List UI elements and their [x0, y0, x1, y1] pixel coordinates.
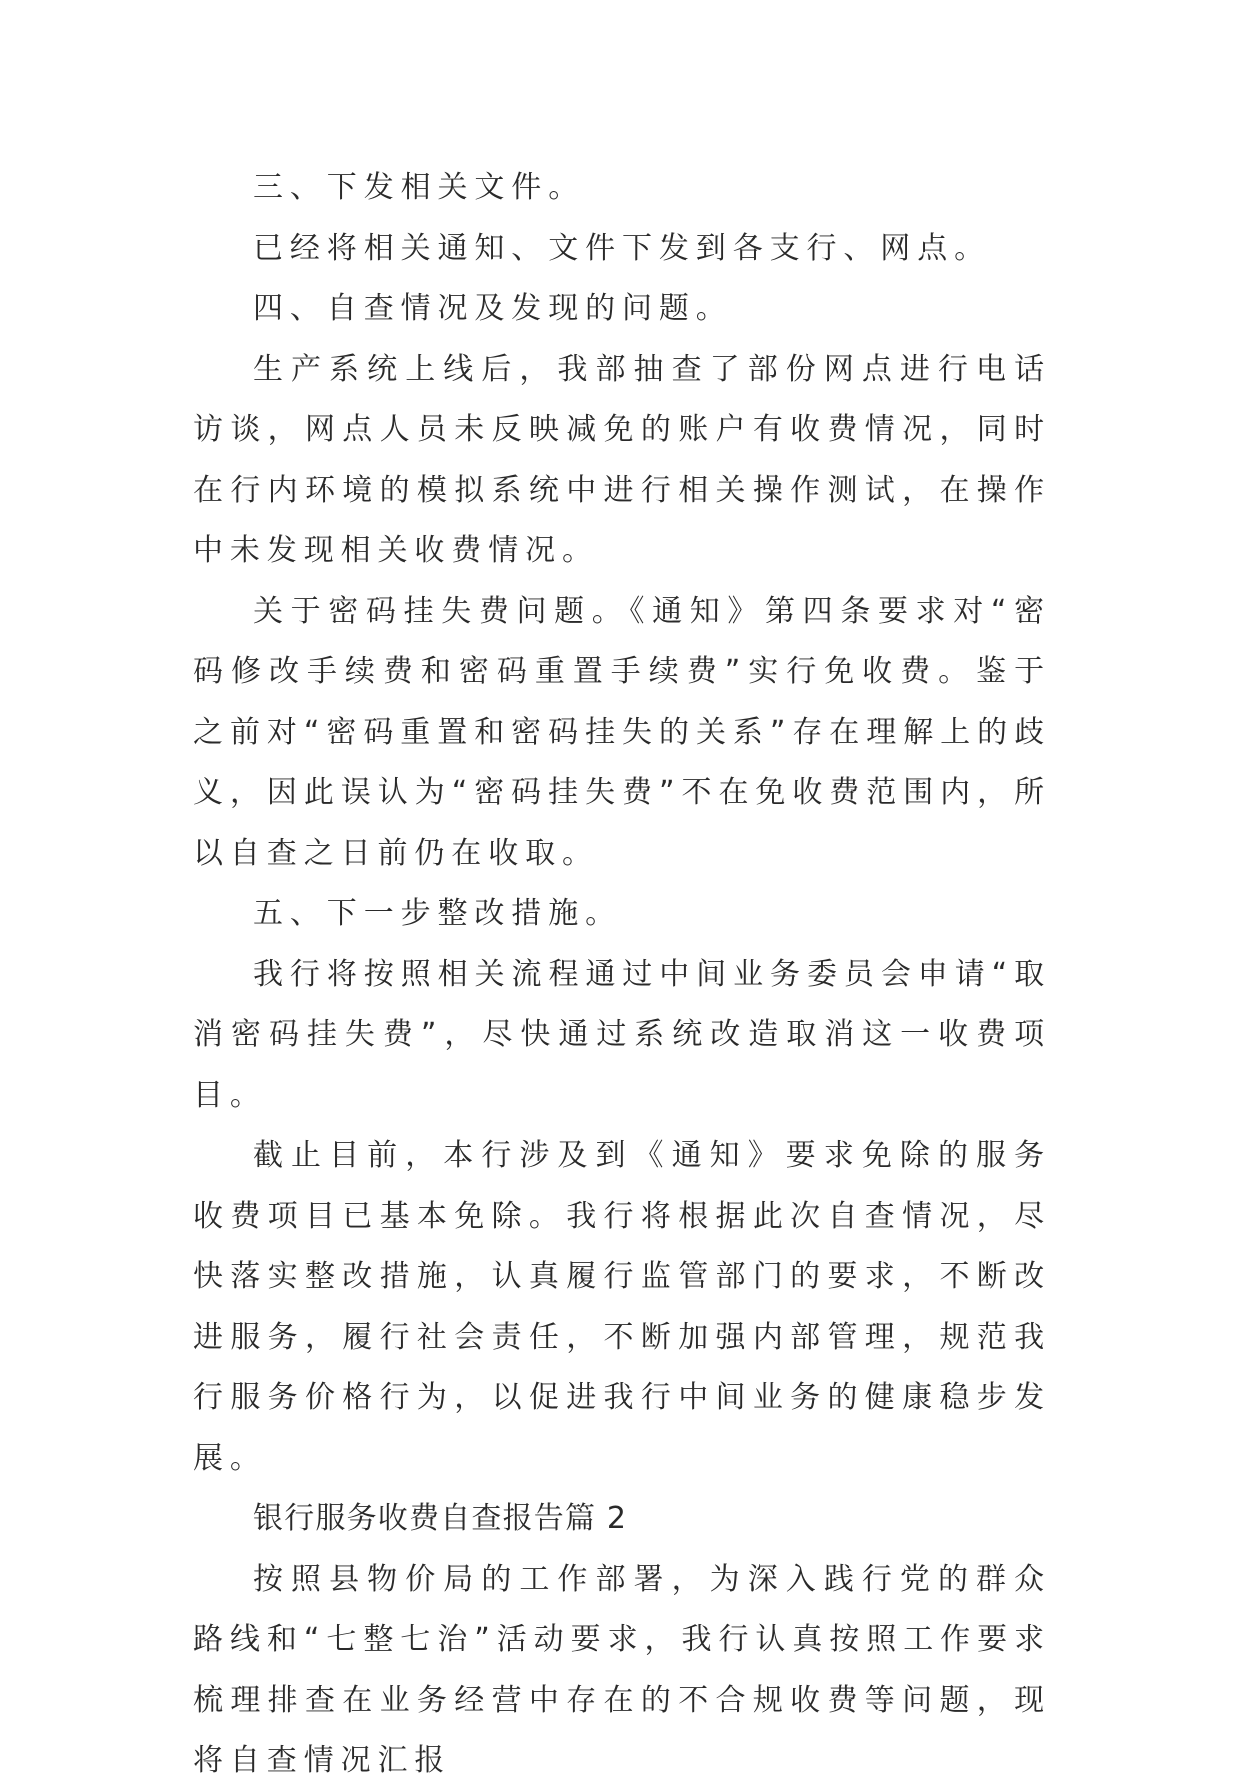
paragraph-files-distributed: 已经将相关通知、文件下发到各支行、网点。 [253, 230, 991, 266]
document-body [193, 158, 1051, 1792]
paragraph-system-check: 生产系统上线后，我部抽查了部份网点进行电话访谈，网点人员未反映减免的账户有收费情况，同时在行内环境的模拟系统中进行相关操作测试，在操作中未发现相关收费情况。 [193, 351, 1051, 568]
paragraph-report-2-intro: 按照县物价局的工作部署，为深入践行党的群众路线和“七整七治”活动要求，我行认真按照工作要求梳理排查在业务经营中存在的不合规收费等问题，现将自查情况汇报 [193, 1561, 1051, 1778]
section-heading-self-inspection: 四、自查情况及发现的问题。 [253, 291, 733, 326]
paragraph-summary: 截止目前，本行涉及到《通知》要求免除的服务收费项目已基本免除。我行将根据此次自查情况，尽快落实整改措施，认真履行监管部门的要求，不断改进服务，履行社会责任，不断加强内部管理，规范我行服务价格行为，以促进我行中间业务的健康稳步发展。 [193, 1138, 1051, 1476]
report-title-part-2: 银行服务收费自查报告篇 2 [253, 1501, 628, 1536]
paragraph-cancel-fee: 我行将按照相关流程通过中间业务委员会申请“取消密码挂失费”，尽快通过系统改造取消这一收费项目。 [193, 956, 1051, 1113]
paragraph-password-loss-fee: 关于密码挂失费问题。《通知》第四条要求对“密码修改手续费和密码重置手续费”实行免收费。鉴于之前对“密码重置和密码挂失的关系”存在理解上的歧义，因此误认为“密码挂失费”不在免收费范围内，所以自查之日前仍在收取。 [193, 593, 1051, 871]
section-heading-distribute-files: 三、下发相关文件。 [253, 170, 586, 205]
section-heading-rectification: 五、下一步整改措施。 [253, 896, 622, 931]
